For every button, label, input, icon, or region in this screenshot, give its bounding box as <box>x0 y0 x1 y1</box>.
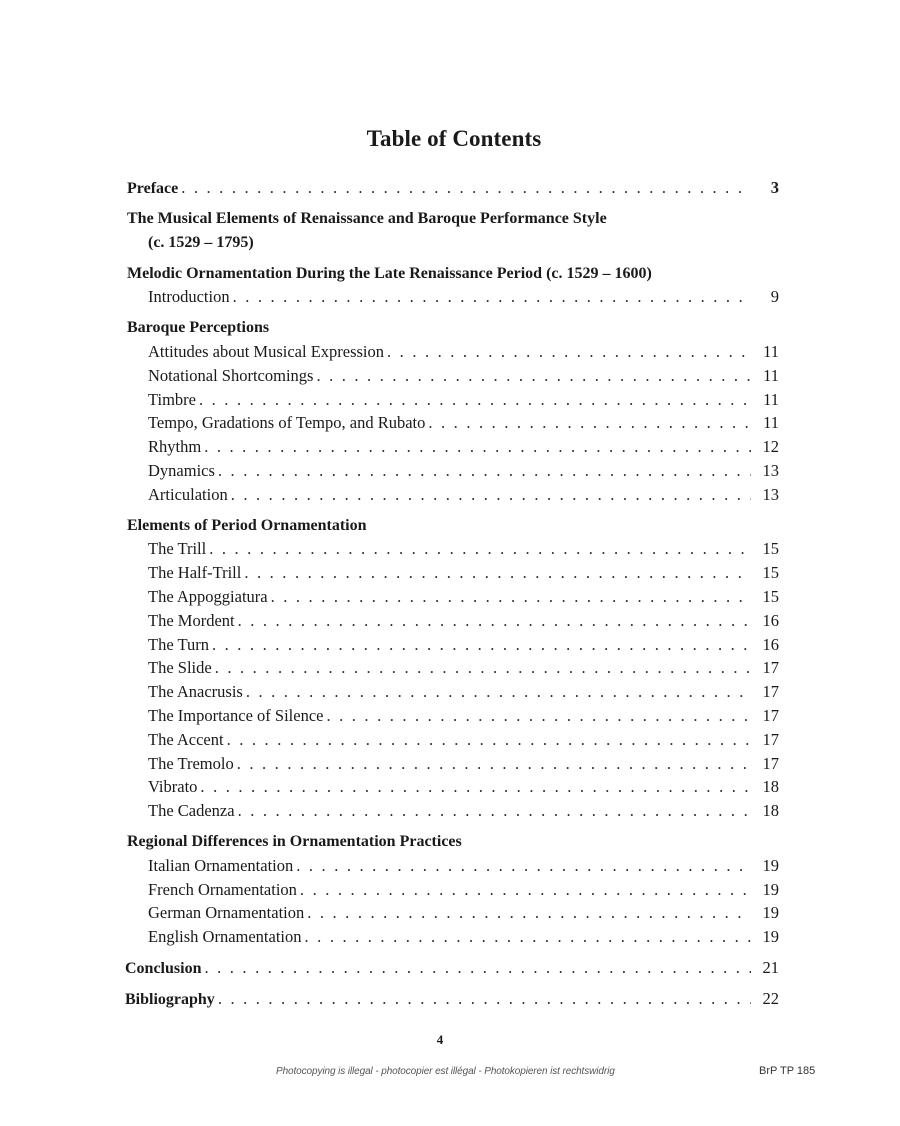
toc-entry-page: 16 <box>762 634 779 654</box>
toc-entry-bibliography[interactable] <box>125 987 779 1011</box>
toc-entry[interactable] <box>127 435 779 459</box>
toc-entry-page: 9 <box>770 287 779 307</box>
dot-leader <box>228 483 751 507</box>
toc-entry-label: Bibliography <box>125 990 215 1008</box>
toc-entry[interactable] <box>127 340 779 364</box>
toc-entry[interactable] <box>127 388 779 412</box>
dot-leader <box>197 775 751 799</box>
toc-entry-label: Vibrato <box>148 777 198 797</box>
dot-leader <box>313 364 751 388</box>
dot-leader <box>196 388 751 412</box>
toc-entry-page: 17 <box>762 705 779 725</box>
toc-entry-label: Introduction <box>148 287 230 307</box>
toc-entry[interactable] <box>127 728 779 752</box>
toc-entry[interactable] <box>127 775 779 799</box>
catalog-number: BrP TP 185 <box>759 1065 816 1077</box>
dot-leader <box>268 585 751 609</box>
dot-leader <box>215 987 751 1011</box>
toc-entry-page: 11 <box>763 365 779 385</box>
toc-entry-page: 17 <box>762 729 779 749</box>
toc-entry[interactable] <box>127 561 779 585</box>
toc-entry[interactable] <box>127 285 779 309</box>
toc-entry-page: 15 <box>762 563 779 583</box>
toc-entry-label: Italian Ornamentation <box>148 855 294 875</box>
toc-entry-label: The Accent <box>148 729 224 749</box>
toc-entry-label: Attitudes about Musical Expression <box>148 341 385 361</box>
toc-entry-label: The Turn <box>148 634 209 654</box>
toc-entry[interactable] <box>127 901 779 925</box>
dot-leader <box>304 901 751 925</box>
toc-entry-label: The Half-Trill <box>148 563 242 583</box>
toc-entry[interactable] <box>127 680 779 704</box>
toc-entry-page: 11 <box>763 389 779 409</box>
dot-leader <box>201 435 751 459</box>
dot-leader <box>302 925 751 949</box>
toc-entry-page: 19 <box>762 927 779 947</box>
dot-leader <box>235 609 751 633</box>
toc-entry-label: Notational Shortcomings <box>148 365 314 385</box>
toc-entry-label: Tempo, Gradations of Tempo, and Rubato <box>148 413 426 433</box>
toc-entry-label: Articulation <box>148 484 228 504</box>
toc-entry-label: The Slide <box>148 658 212 678</box>
toc-entry[interactable] <box>127 585 779 609</box>
section-heading-baroque[interactable]: Baroque Perceptions <box>127 319 270 337</box>
toc-entry-label: The Appoggiatura <box>148 586 268 606</box>
toc-entry-label: Conclusion <box>125 959 202 977</box>
toc-entry-page: 21 <box>762 957 779 977</box>
toc-entry-label: The Anacrusis <box>148 682 243 702</box>
toc-entry[interactable] <box>127 854 779 878</box>
section-heading-musical-elements[interactable]: The Musical Elements of Renaissance and Baroque Performance Style <box>127 209 607 227</box>
toc-entry-page: 18 <box>762 801 779 821</box>
toc-entry-label: Rhythm <box>148 437 202 457</box>
toc-entry[interactable] <box>127 459 779 483</box>
dot-leader <box>425 411 751 435</box>
toc-entry-label: Dynamics <box>148 460 215 480</box>
toc-entry-page: 18 <box>762 777 779 797</box>
toc-entry-label: The Trill <box>148 539 207 559</box>
table-of-contents <box>127 176 779 1011</box>
dot-leader <box>293 854 751 878</box>
toc-entry-page: 22 <box>762 988 779 1008</box>
dot-leader <box>243 680 751 704</box>
section-heading-melodic[interactable]: Melodic Ornamentation During the Late Renaissance Period (c. 1529 – 1600) <box>127 264 652 282</box>
toc-entry-label: The Importance of Silence <box>148 705 324 725</box>
toc-entry-conclusion[interactable] <box>125 956 779 980</box>
dot-leader <box>206 537 751 561</box>
toc-entry-page: 11 <box>763 341 779 361</box>
toc-entry[interactable] <box>127 878 779 902</box>
toc-entry[interactable] <box>127 411 779 435</box>
dot-leader <box>209 633 751 657</box>
toc-entry-page: 19 <box>762 855 779 875</box>
toc-entry-label: Preface <box>127 180 179 197</box>
dot-leader <box>323 704 751 728</box>
copyright-notice: Photocopying is illegal - photocopier est illégal - Photokopieren ist rechtswidrig <box>276 1066 615 1077</box>
dot-leader <box>235 799 751 823</box>
section-heading-musical-elements-dates: (c. 1529 – 1795) <box>148 233 254 251</box>
toc-entry-page: 16 <box>762 610 779 630</box>
section-heading-regional[interactable]: Regional Differences in Ornamentation Practices <box>127 832 462 850</box>
dot-leader <box>224 728 751 752</box>
toc-entry-preface[interactable] <box>127 176 779 200</box>
toc-entry[interactable] <box>127 925 779 949</box>
dot-leader <box>178 176 751 200</box>
dot-leader <box>230 285 751 309</box>
dot-leader <box>241 561 751 585</box>
dot-leader <box>234 752 751 776</box>
toc-entry[interactable] <box>127 537 779 561</box>
toc-entry[interactable] <box>127 799 779 823</box>
toc-entry-page: 15 <box>762 586 779 606</box>
toc-entry[interactable] <box>127 633 779 657</box>
dot-leader <box>212 656 751 680</box>
toc-entry[interactable] <box>127 364 779 388</box>
toc-entry[interactable] <box>127 704 779 728</box>
toc-entry-label: The Cadenza <box>148 801 235 821</box>
page-number: 4 <box>436 1032 444 1047</box>
toc-entry-page: 12 <box>762 437 779 457</box>
dot-leader <box>297 878 751 902</box>
toc-entry[interactable] <box>127 752 779 776</box>
toc-entry-page: 11 <box>763 413 779 433</box>
toc-entry-page: 3 <box>770 178 779 197</box>
dot-leader <box>384 340 751 364</box>
toc-entry-page: 19 <box>762 903 779 923</box>
toc-entry[interactable] <box>127 483 779 507</box>
toc-entry-label: The Mordent <box>148 610 235 630</box>
toc-entry-page: 13 <box>762 484 779 504</box>
toc-entry-label: German Ornamentation <box>148 903 305 923</box>
toc-entry[interactable] <box>127 656 779 680</box>
dot-leader <box>215 459 751 483</box>
toc-entry-page: 17 <box>762 658 779 678</box>
toc-entry-label: English Ornamentation <box>148 927 302 947</box>
page-title: Table of Contents <box>366 126 542 151</box>
toc-entry-label: Timbre <box>148 389 196 409</box>
toc-entry-label: The Tremolo <box>148 753 234 773</box>
section-heading-elements[interactable]: Elements of Period Ornamentation <box>127 516 367 534</box>
toc-entry-label: French Ornamentation <box>148 879 297 899</box>
toc-entry-page: 17 <box>762 682 779 702</box>
toc-entry-page: 17 <box>762 753 779 773</box>
toc-entry-page: 19 <box>762 879 779 899</box>
toc-entry-page: 15 <box>762 539 779 559</box>
toc-entry-page: 13 <box>762 460 779 480</box>
dot-leader <box>201 956 751 980</box>
toc-entry[interactable] <box>127 609 779 633</box>
